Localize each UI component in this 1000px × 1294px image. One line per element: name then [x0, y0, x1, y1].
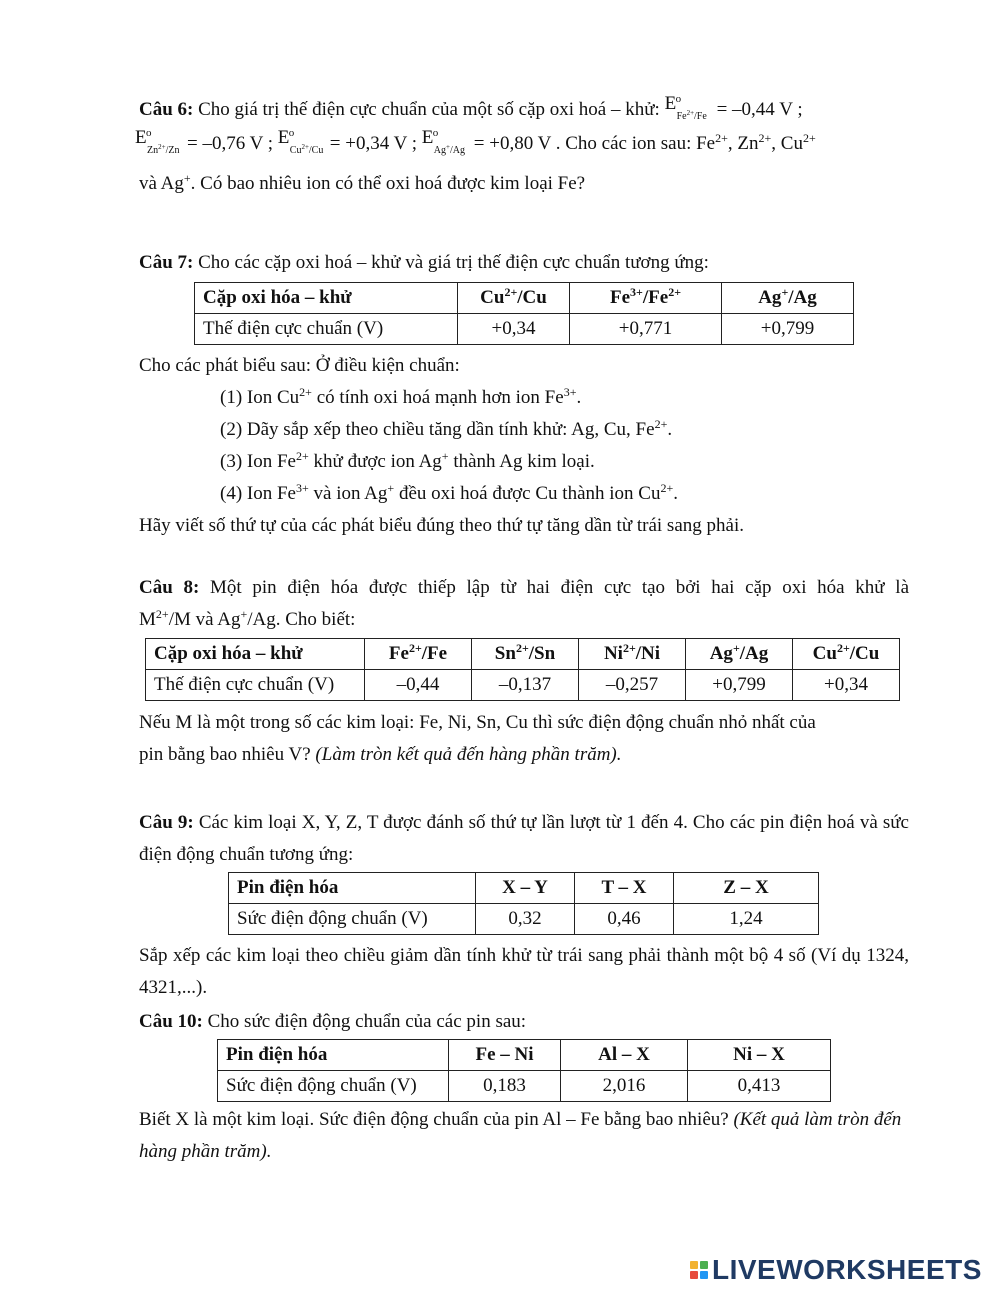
statement-1: (1) Ion $Cu^{2+}$ có tính oxi hoá mạnh hơn ion $Fe^{3+}$. [220, 385, 582, 408]
e-ag: E o Ag+/Ag [421, 127, 465, 156]
q7-question: Hãy viết số thứ tự của các phát biểu đúng theo thứ tự tăng dần từ trái sang phải. [139, 515, 744, 536]
q9-question: Sắp xếp các kim loại theo chiều giảm dần tính khử từ trái sang phải thành một bộ 4 số (Ví dụ 1324, 4321,...). [139, 945, 909, 998]
q10-label: Câu 10: [139, 1011, 203, 1032]
table-row: Sức điện động chuẩn (V) 0,183 2,016 0,413 [218, 1071, 831, 1102]
q6-label: Câu 6: [139, 99, 194, 120]
logo-icon [690, 1261, 708, 1279]
q8-line1: Một pin điện hóa được thiếp lập từ hai điện cực tạo bởi hai cặp oxi hóa khử là [210, 577, 909, 598]
e-zn: E o $Zn^{2+}/Zn$ [135, 127, 180, 156]
table-header-row: Pin điện hóa X – Y T – X Z – X [229, 873, 819, 904]
logo-square-icon [690, 1271, 698, 1279]
q10-note: (Kết quả làm tròn đến hàng phần trăm). [139, 1109, 902, 1162]
q6-question: và Ag+. Có bao nhiêu ion có thể oxi hoá được kim loại Fe? [139, 171, 586, 194]
q7-statements [139, 350, 909, 542]
q8-table [145, 638, 900, 701]
q6-ion-list: $Fe^{2+}$, $Zn^{2+}$, $Cu^{2+}$ [696, 131, 816, 154]
liveworksheets-logo [690, 1255, 982, 1285]
statement-4: (4) Ion $Fe^{3+}$ và ion Ag+ đều oxi hoá được Cu thành ion $Cu^{2+}$. [220, 481, 678, 504]
q7-statements-intro: Cho các phát biểu sau: Ở điều kiện chuẩn: [139, 355, 460, 376]
q8-question: Nếu M là một trong số các kim loại: Fe, Ni, Sn, Cu thì sức điện động chuẩn nhỏ nhất của pin bằng bao nhiêu V? (Làm tròn kết quả đến hàng phần trăm). [139, 712, 816, 765]
q9-table [228, 872, 819, 935]
q9-label: Câu 9: [139, 812, 194, 833]
q8-label: Câu 8: [139, 577, 200, 598]
question-9 [139, 807, 909, 871]
q10-question: Biết X là một kim loại. Sức điện động chuẩn của pin Al – Fe bằng bao nhiêu? (Kết quả làm tròn đến hàng phần trăm). [139, 1109, 902, 1162]
logo-square-icon [700, 1271, 708, 1279]
e-cu-value: = +0,34 V ; [329, 133, 418, 154]
q10-intro: Cho sức điện động chuẩn của các pin sau: [207, 1011, 527, 1032]
question-7 [139, 247, 909, 279]
question-6 [135, 92, 909, 200]
q7-table [194, 282, 854, 345]
e-ag-value: = +0,80 V . [473, 133, 561, 154]
q7-intro: Cho các cặp oxi hoá – khử và giá trị thế điện cực chuẩn tương ứng: [198, 252, 709, 273]
logo-text: LIVEWORKSHEETS [712, 1254, 982, 1285]
e-cu: E o $Cu^{2+}/Cu$ [277, 127, 324, 156]
statement-3: (3) Ion $Fe^{2+}$ khử được ion Ag+ thành Ag kim loại. [220, 449, 595, 472]
e-fe-value: = –0,44 V ; [716, 99, 803, 120]
table-row: Sức điện động chuẩn (V) 0,32 0,46 1,24 [229, 904, 819, 935]
q9-intro: Các kim loại X, Y, Z, T được đánh số thứ tự lần lượt từ 1 đến 4. Cho các pin điện hoá và sức điện động chuẩn tương ứng: [139, 812, 909, 865]
q6-ions-intro: Cho các ion sau: [565, 133, 692, 154]
question-10 [139, 1006, 909, 1038]
table-header-row: Cặp oxi hóa – khử $Fe^{2+}/Fe$ $Sn^{2+}/Sn$ $Ni^{2+}/Ni$ Ag+/Ag $Cu^{2+}/Cu$ [146, 639, 900, 670]
e-fe: E o $Fe^{2+}/Fe$ [664, 93, 707, 122]
q6-intro: Cho giá trị thế điện cực chuẩn của một số cặp oxi hoá – khử: [198, 99, 660, 120]
e-zn-value: = –0,76 V ; [187, 133, 274, 154]
logo-square-icon [700, 1261, 708, 1269]
table-row: Thế điện cực chuẩn (V) +0,34 +0,771 +0,799 [195, 314, 854, 345]
q7-label: Câu 7: [139, 252, 194, 273]
statement-2: (2) Dãy sắp xếp theo chiều tăng dần tính khử: Ag, Cu, $Fe^{2+}$. [220, 417, 673, 440]
q8-note: (Làm tròn kết quả đến hàng phần trăm). [315, 744, 622, 765]
logo-square-icon [690, 1261, 698, 1269]
question-8 [139, 572, 909, 636]
table-header-row: Cặp oxi hóa – khử $Cu^{2+}/Cu$ $Fe^{3+}/Fe^{2+}$ Ag+/Ag [195, 283, 854, 314]
table-row: Thế điện cực chuẩn (V) –0,44 –0,137 –0,257 +0,799 +0,34 [146, 670, 900, 701]
q10-table [217, 1039, 831, 1102]
table-header-row: Pin điện hóa Fe – Ni Al – X Ni – X [218, 1040, 831, 1071]
q8-line2: $M^{2+}/M$ và Ag+/Ag. Cho biết: [139, 607, 356, 630]
